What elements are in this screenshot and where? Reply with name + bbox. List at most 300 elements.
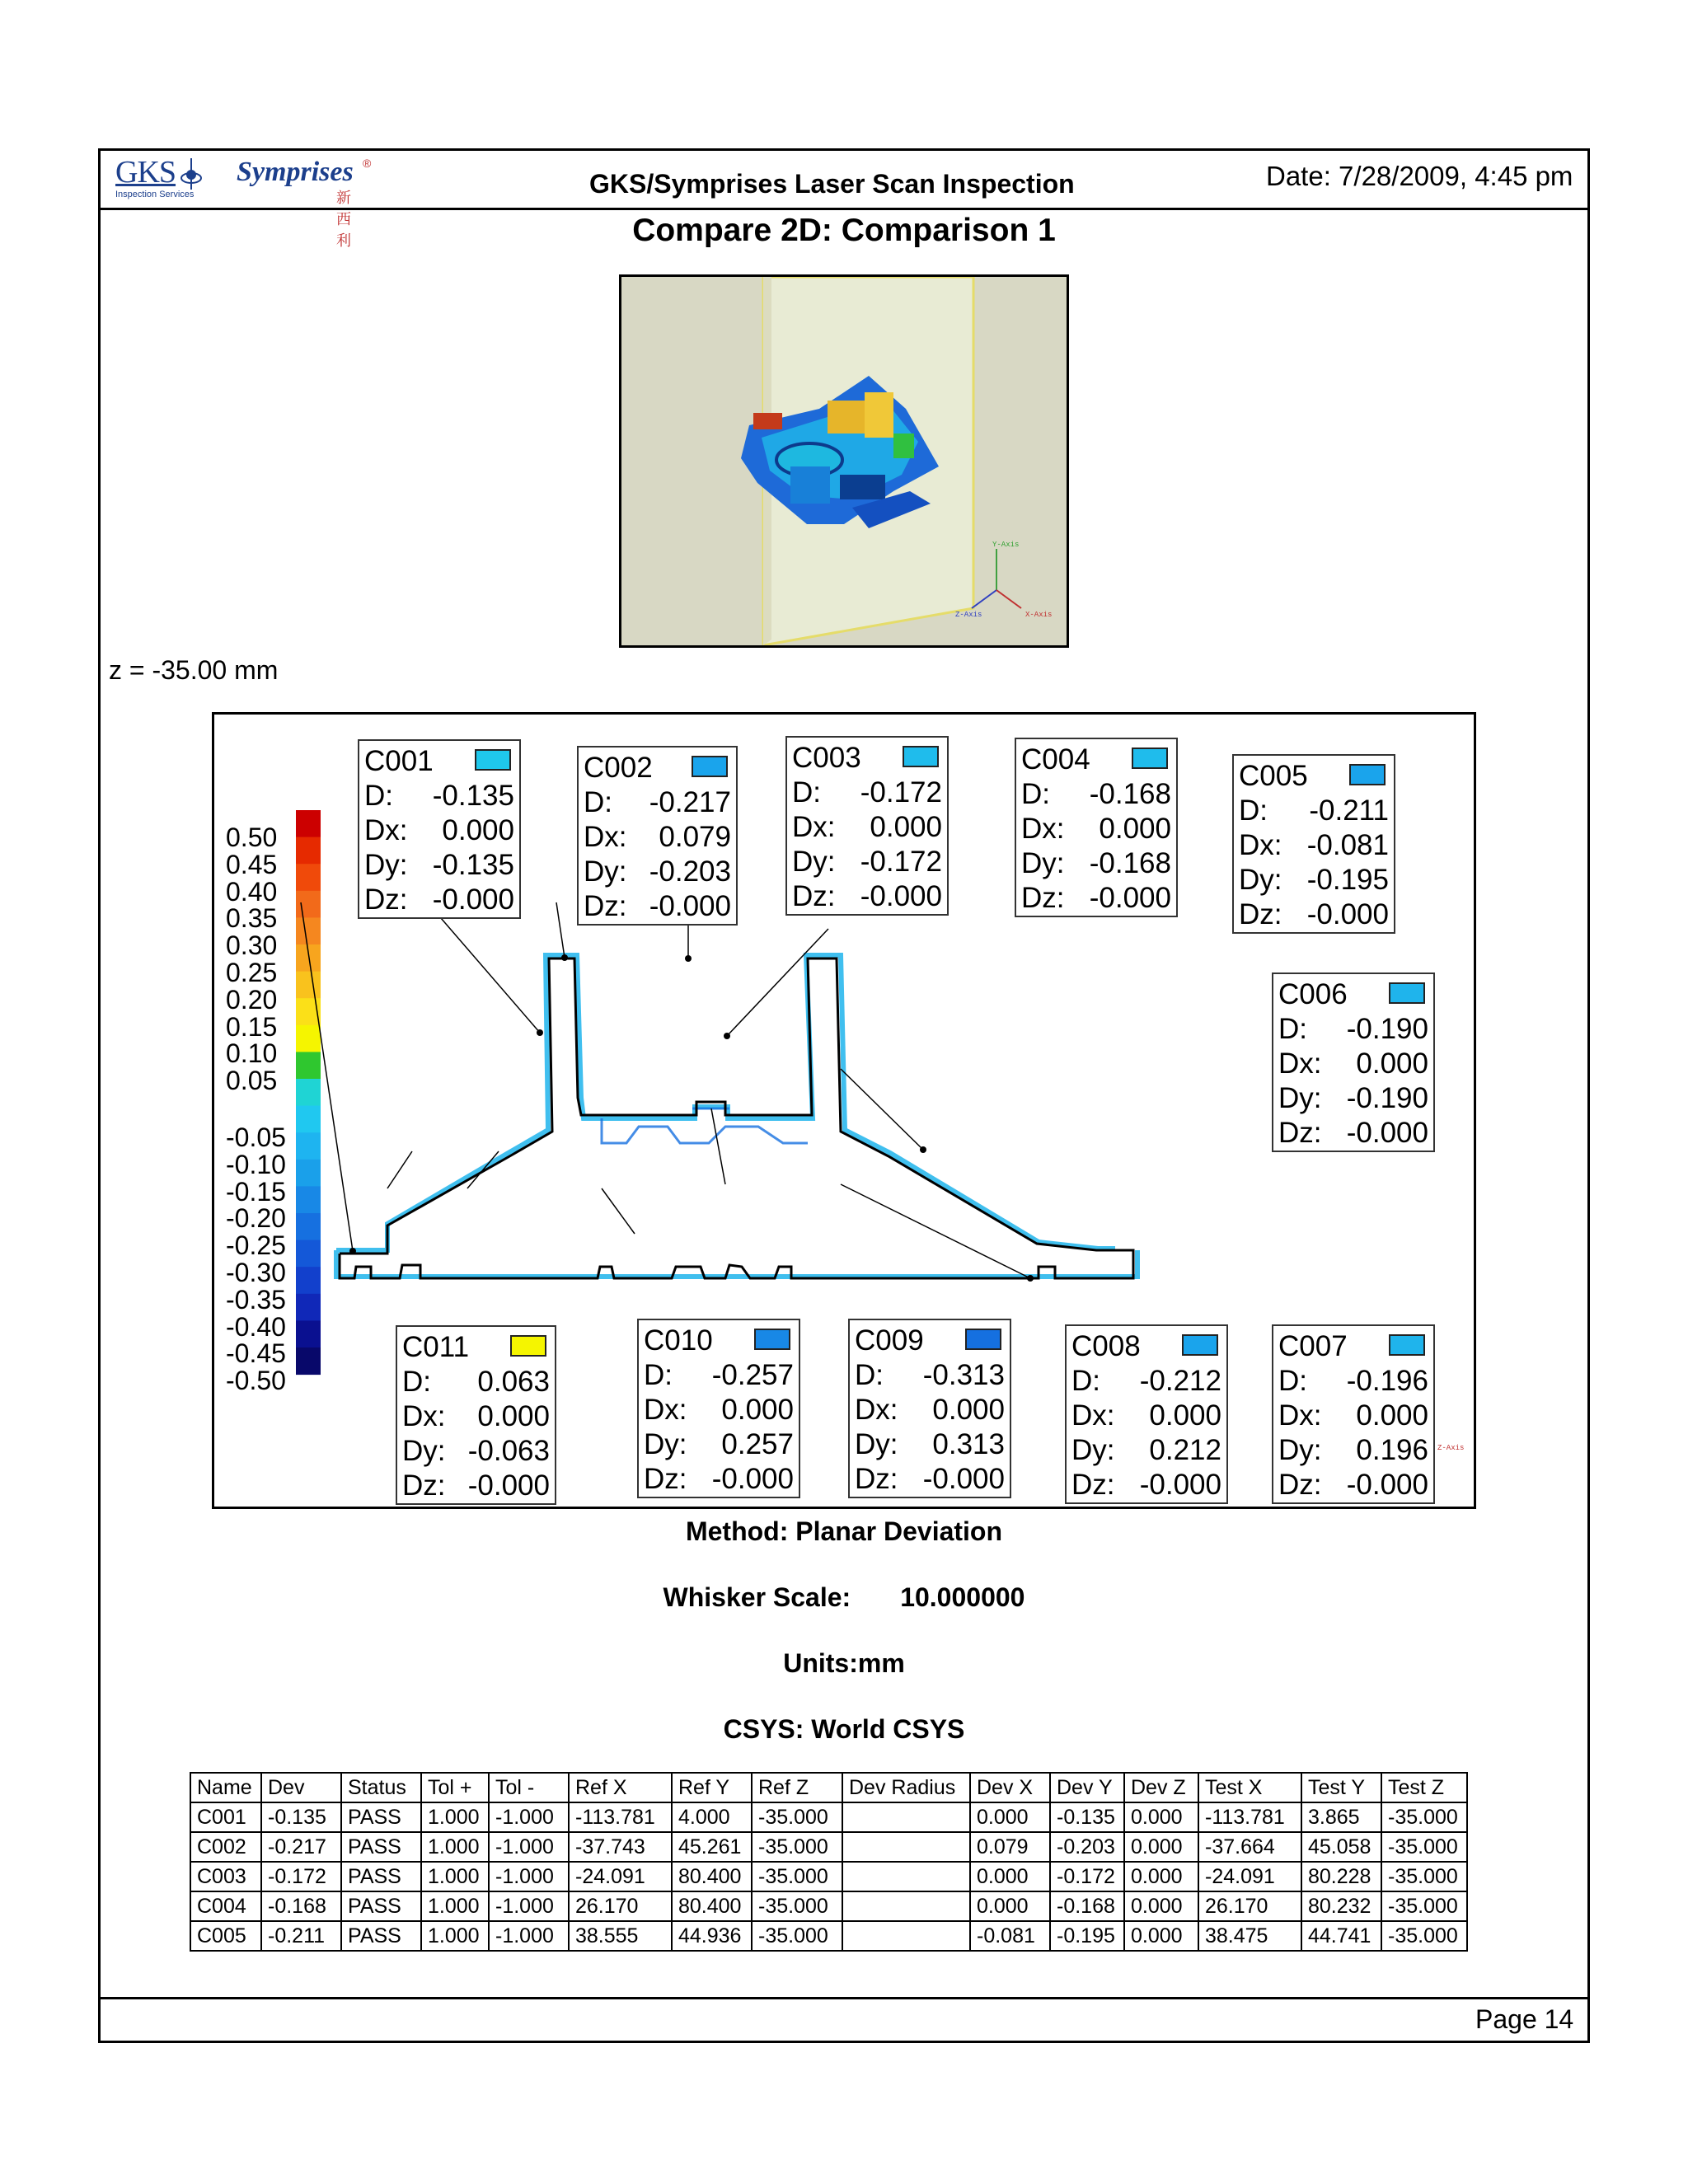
callout-label: D: (402, 1366, 431, 1398)
callout-c004 (1015, 738, 1178, 917)
callout-name: C003 (792, 742, 861, 774)
callout-name: C011 (402, 1331, 470, 1363)
callout-label: Dy: (855, 1428, 898, 1460)
method-label: Method: Planar Deviation (685, 1516, 1003, 1546)
callout-label: Dz: (584, 890, 627, 922)
plot-axis-label: Z-Axis (1437, 1444, 1465, 1452)
callout-row-dx (855, 1393, 1005, 1427)
callout-value: -0.000 (1306, 898, 1389, 930)
color-scale-label: -0.35 (226, 1284, 286, 1315)
header-divider (98, 208, 1590, 210)
callout-label: D: (584, 786, 612, 818)
callout-label: D: (644, 1359, 673, 1391)
table-cell: -37.664 (1198, 1832, 1301, 1862)
callout-value: 0.000 (442, 814, 514, 846)
callout-row-d (1021, 777, 1171, 812)
callout-row-dy (1278, 1081, 1428, 1116)
callout-value: 0.257 (721, 1428, 794, 1460)
table-cell: -35.000 (752, 1802, 842, 1832)
callout-value: 0.000 (1149, 1399, 1221, 1432)
table-cell: 26.170 (569, 1891, 672, 1921)
table-cell: 80.400 (672, 1891, 752, 1921)
color-scale-segment (296, 1320, 321, 1347)
table-cell: 0.000 (1124, 1921, 1198, 1951)
table-cell: PASS (341, 1862, 421, 1891)
callout-row-dy (1239, 863, 1389, 898)
color-scale-label: -0.05 (226, 1122, 286, 1152)
table-cell: 44.741 (1301, 1921, 1381, 1951)
callout-c008 (1065, 1324, 1228, 1504)
callout-color-swatch (510, 1335, 546, 1357)
table-row (190, 1802, 1467, 1832)
logo-symprises: Symprises (237, 157, 354, 187)
table-cell: -1.000 (489, 1891, 569, 1921)
callout-row-d (364, 779, 514, 813)
callout-value: -0.257 (711, 1359, 794, 1391)
table-cell: C001 (190, 1802, 261, 1832)
color-scale-label: 0.20 (226, 984, 278, 1015)
table-cell: 1.000 (421, 1891, 489, 1921)
callout-color-swatch (1389, 982, 1425, 1004)
callout-row-dx (792, 810, 942, 845)
callout-label: Dy: (1278, 1434, 1322, 1466)
callout-row-d (792, 776, 942, 810)
table-header-cell: Tol - (489, 1773, 569, 1802)
company-logo (115, 155, 372, 249)
callout-label: D: (1239, 794, 1268, 827)
callout-row-dz (1278, 1116, 1428, 1151)
callout-row-dz (584, 889, 731, 924)
results-table (190, 1772, 1468, 1952)
callout-value: -0.212 (1139, 1365, 1221, 1397)
table-cell: -35.000 (752, 1832, 842, 1862)
callout-label: D: (364, 780, 393, 812)
callout-row-d (644, 1358, 794, 1393)
table-cell: -113.781 (569, 1802, 672, 1832)
callout-label: Dz: (402, 1469, 446, 1502)
callout-row-dx (644, 1393, 794, 1427)
table-cell: -1.000 (489, 1862, 569, 1891)
table-cell: 0.000 (1124, 1802, 1198, 1832)
logo-gks: GKS (115, 155, 176, 190)
callout-color-swatch (754, 1329, 790, 1350)
logo-symprises-sub: 新西利 (336, 190, 351, 249)
callout-row-dx (402, 1399, 550, 1434)
callout-label: Dx: (1278, 1047, 1322, 1080)
table-cell: 80.400 (672, 1862, 752, 1891)
callout-value: 0.196 (1356, 1434, 1428, 1466)
callout-value: -0.063 (467, 1435, 550, 1467)
color-scale-segment (296, 1052, 321, 1079)
table-cell (842, 1891, 970, 1921)
callout-value: 0.000 (1356, 1399, 1428, 1432)
table-cell: PASS (341, 1921, 421, 1951)
color-scale-segment (296, 864, 321, 891)
callout-label: Dy: (1278, 1082, 1322, 1114)
callout-row-d (1278, 1364, 1428, 1399)
callout-name: C006 (1278, 978, 1348, 1010)
table-cell: -0.168 (1050, 1891, 1124, 1921)
callout-row-dy (792, 845, 942, 879)
callout-label: Dx: (364, 814, 408, 846)
table-header-cell: Tol + (421, 1773, 489, 1802)
callout-row-dx (1071, 1399, 1221, 1433)
callout-row-dz (1071, 1468, 1221, 1502)
callout-row-dz (792, 879, 942, 914)
table-cell: 3.865 (1301, 1802, 1381, 1832)
callout-value: 0.000 (1356, 1047, 1428, 1080)
callout-value: 0.079 (659, 821, 731, 853)
table-body (190, 1802, 1467, 1951)
color-scale-label: -0.50 (226, 1366, 286, 1396)
callout-color-swatch (965, 1329, 1001, 1350)
callout-row-d (1278, 1012, 1428, 1047)
callout-name: C010 (644, 1324, 713, 1357)
table-cell: 1.000 (421, 1832, 489, 1862)
table-header-cell: Test Z (1381, 1773, 1467, 1802)
color-scale-label: 0.30 (226, 930, 278, 961)
table-cell: -24.091 (1198, 1862, 1301, 1891)
table-header-cell: Ref Y (672, 1773, 752, 1802)
callout-row-d (1071, 1364, 1221, 1399)
callout-c002 (577, 746, 738, 926)
callout-label: Dz: (855, 1463, 898, 1495)
table-cell (842, 1862, 970, 1891)
table-cell (842, 1802, 970, 1832)
color-scale-segment (296, 891, 321, 918)
units-label: Units:mm (783, 1648, 905, 1678)
thumb-x-axis-label: X-Axis (1025, 611, 1053, 619)
callout-value: -0.203 (649, 855, 731, 888)
callout-value: -0.196 (1346, 1365, 1428, 1397)
table-cell: -0.081 (970, 1921, 1050, 1951)
table-header-cell: Dev Y (1050, 1773, 1124, 1802)
table-cell: -0.211 (261, 1921, 341, 1951)
table-header-cell: Test X (1198, 1773, 1301, 1802)
table-cell: 0.000 (1124, 1832, 1198, 1862)
callout-name: C007 (1278, 1330, 1348, 1362)
table-cell: 80.232 (1301, 1891, 1381, 1921)
callout-row-d (402, 1365, 550, 1399)
table-cell: -0.172 (1050, 1862, 1124, 1891)
page-number: Page 14 (1475, 2004, 1574, 2034)
callout-row-dy (1278, 1433, 1428, 1468)
color-scale-segment (296, 1132, 321, 1160)
color-scale-label: -0.15 (226, 1176, 286, 1207)
callout-row-dz (402, 1469, 550, 1503)
callout-label: Dx: (644, 1394, 687, 1426)
color-scale-segment (296, 1213, 321, 1240)
table-cell: 4.000 (672, 1802, 752, 1832)
logo-gks-sub: Inspection Services (115, 190, 195, 199)
table-cell: -0.168 (261, 1891, 341, 1921)
color-scale-segment (296, 1025, 321, 1052)
color-scale-segment (296, 1347, 321, 1375)
callout-value: 0.000 (477, 1400, 550, 1432)
table-header-cell: Dev Radius (842, 1773, 970, 1802)
callout-label: Dy: (584, 855, 627, 888)
table-cell: -35.000 (1381, 1891, 1467, 1921)
color-scale-segment (296, 1240, 321, 1268)
table-cell: -1.000 (489, 1802, 569, 1832)
color-scale-segment (296, 1186, 321, 1213)
callout-color-swatch (903, 746, 939, 767)
table-cell: -0.203 (1050, 1832, 1124, 1862)
color-scale-segment (296, 1160, 321, 1187)
callout-value: -0.000 (467, 1469, 550, 1502)
callout-label: Dy: (1239, 864, 1282, 896)
thumb-y-axis-label: Y-Axis (992, 541, 1020, 549)
callout-row-dy (584, 855, 731, 889)
callout-value: 0.000 (721, 1394, 794, 1426)
callout-value: -0.000 (1346, 1117, 1428, 1149)
table-cell: C005 (190, 1921, 261, 1951)
table-cell: C003 (190, 1862, 261, 1891)
callout-row-dz (855, 1462, 1005, 1497)
callout-label: Dx: (1278, 1399, 1322, 1432)
callout-value: -0.000 (860, 880, 942, 912)
callout-value: -0.190 (1346, 1013, 1428, 1045)
callout-value: 0.313 (932, 1428, 1005, 1460)
color-scale-label: -0.40 (226, 1311, 286, 1342)
callout-c011 (396, 1325, 556, 1505)
callout-value: 0.212 (1149, 1434, 1221, 1466)
table-row (190, 1891, 1467, 1921)
table-cell (842, 1832, 970, 1862)
callout-label: Dy: (1071, 1434, 1115, 1466)
callout-value: -0.000 (922, 1463, 1005, 1495)
callout-value: -0.168 (1089, 778, 1171, 810)
color-scale-label: -0.25 (226, 1230, 286, 1261)
table-cell: 1.000 (421, 1862, 489, 1891)
callout-value: -0.217 (649, 786, 731, 818)
table-cell: 1.000 (421, 1802, 489, 1832)
color-scale-segment (296, 837, 321, 865)
model-thumbnail (619, 274, 1069, 648)
callout-label: Dz: (1278, 1117, 1322, 1149)
callout-value: -0.211 (1309, 794, 1389, 827)
callout-name: C008 (1071, 1330, 1141, 1362)
color-scale-segment (296, 1106, 321, 1133)
callout-label: D: (1021, 778, 1050, 810)
callout-row-d (1239, 794, 1389, 828)
color-scale-label: 0.40 (226, 876, 278, 907)
callout-label: Dy: (402, 1435, 446, 1467)
callout-row-dx (1278, 1399, 1428, 1433)
callout-value: 0.063 (477, 1366, 550, 1398)
callout-value: -0.135 (432, 780, 514, 812)
color-scale-label: -0.10 (226, 1149, 286, 1179)
callout-value: 0.000 (932, 1394, 1005, 1426)
callout-value: -0.000 (1139, 1469, 1221, 1501)
table-cell: 38.475 (1198, 1921, 1301, 1951)
callout-color-swatch (1349, 764, 1386, 785)
callout-value: -0.195 (1306, 864, 1389, 896)
callout-row-dz (644, 1462, 794, 1497)
table-cell: -0.135 (261, 1802, 341, 1832)
table-cell: -24.091 (569, 1862, 672, 1891)
callout-label: Dz: (1021, 882, 1065, 914)
callout-row-dx (584, 820, 731, 855)
registered-mark: ® (363, 157, 372, 170)
callout-c005 (1232, 754, 1395, 934)
callout-label: D: (1278, 1365, 1307, 1397)
callout-row-dz (1239, 898, 1389, 932)
callout-name: C009 (855, 1324, 924, 1357)
table-row (190, 1862, 1467, 1891)
color-scale-segment (296, 972, 321, 999)
callout-value: -0.190 (1346, 1082, 1428, 1114)
table-cell: PASS (341, 1802, 421, 1832)
callout-value: -0.135 (432, 849, 514, 881)
callout-color-swatch (1182, 1334, 1218, 1356)
callout-name: C002 (584, 752, 653, 784)
callout-label: Dz: (1278, 1469, 1322, 1501)
footer-divider (98, 1997, 1590, 1999)
table-cell: PASS (341, 1832, 421, 1862)
table-cell: -0.172 (261, 1862, 341, 1891)
callout-row-dy (855, 1427, 1005, 1462)
table-cell: 0.000 (970, 1862, 1050, 1891)
table-cell: 38.555 (569, 1921, 672, 1951)
table-cell: C004 (190, 1891, 261, 1921)
globe-icon (179, 157, 204, 190)
table-cell: C002 (190, 1832, 261, 1862)
callout-label: D: (855, 1359, 884, 1391)
table-header-row (190, 1773, 1467, 1802)
color-scale-label: 0.35 (226, 903, 278, 934)
table-cell: 1.000 (421, 1921, 489, 1951)
callout-row-d (855, 1358, 1005, 1393)
table-cell: -0.135 (1050, 1802, 1124, 1832)
table-cell: -35.000 (752, 1921, 842, 1951)
table-cell: 80.228 (1301, 1862, 1381, 1891)
table-header-cell: Dev X (970, 1773, 1050, 1802)
table-header-cell: Name (190, 1773, 261, 1802)
callout-color-swatch (475, 749, 511, 771)
callout-label: Dy: (364, 849, 408, 881)
callout-value: -0.172 (860, 846, 942, 878)
callout-row-dz (1021, 881, 1171, 916)
callout-value: -0.000 (711, 1463, 794, 1495)
table-row (190, 1921, 1467, 1951)
callout-c010 (637, 1319, 800, 1498)
report-title: GKS/Symprises Laser Scan Inspection (589, 169, 1075, 199)
whisker-scale-value: 10.000000 (900, 1582, 1025, 1612)
table-header-cell: Dev (261, 1773, 341, 1802)
table-header-cell: Ref X (569, 1773, 672, 1802)
color-scale-label: 0.50 (226, 823, 278, 852)
callout-label: Dz: (1071, 1469, 1115, 1501)
color-scale-segment (296, 1267, 321, 1294)
callout-label: Dy: (1021, 847, 1065, 879)
callout-label: Dy: (792, 846, 836, 878)
callout-label: Dy: (644, 1428, 687, 1460)
table-cell: 26.170 (1198, 1891, 1301, 1921)
table-cell: -0.195 (1050, 1921, 1124, 1951)
callout-c003 (785, 736, 949, 916)
table-header-cell: Status (341, 1773, 421, 1802)
callout-row-dx (364, 813, 514, 848)
callout-label: Dz: (792, 880, 836, 912)
thumb-z-axis-label: Z-Axis (955, 611, 982, 619)
table-cell: 44.936 (672, 1921, 752, 1951)
callout-value: -0.000 (432, 883, 514, 916)
table-header-cell: Ref Z (752, 1773, 842, 1802)
table-cell: 0.000 (970, 1891, 1050, 1921)
callout-color-swatch (1389, 1334, 1425, 1356)
table-cell: 45.058 (1301, 1832, 1381, 1862)
callout-row-dx (1278, 1047, 1428, 1081)
color-scale-label: -0.20 (226, 1203, 286, 1234)
callout-row-dy (402, 1434, 550, 1469)
table-cell: -35.000 (1381, 1862, 1467, 1891)
callout-row-d (584, 785, 731, 820)
whisker-scale-label: Whisker Scale: (663, 1582, 851, 1612)
table-cell (842, 1921, 970, 1951)
callout-color-swatch (692, 756, 728, 777)
table-cell: 0.079 (970, 1832, 1050, 1862)
table-cell: -1.000 (489, 1832, 569, 1862)
callout-row-dy (1071, 1433, 1221, 1468)
callout-value: -0.000 (1089, 882, 1171, 914)
callout-name: C001 (364, 745, 434, 777)
report-date: Date: 7/28/2009, 4:45 pm (1266, 161, 1573, 191)
table-cell: 45.261 (672, 1832, 752, 1862)
callout-c009 (848, 1319, 1011, 1498)
callout-value: 0.000 (870, 811, 942, 843)
table-cell: PASS (341, 1891, 421, 1921)
callout-row-dx (1239, 828, 1389, 863)
color-scale-label: -0.45 (226, 1338, 286, 1369)
callout-label: Dx: (1021, 813, 1065, 845)
callout-c006 (1272, 972, 1435, 1152)
callout-color-swatch (1132, 748, 1168, 769)
table-cell: -35.000 (752, 1862, 842, 1891)
callout-label: D: (792, 776, 821, 808)
table-cell: -35.000 (752, 1891, 842, 1921)
callout-row-dy (364, 848, 514, 883)
page-title: Compare 2D: Comparison 1 (632, 213, 1056, 248)
color-scale-label: 0.25 (226, 958, 278, 987)
callout-name: C004 (1021, 743, 1090, 776)
color-scale-label: 0.05 (226, 1066, 278, 1096)
callout-value: -0.313 (922, 1359, 1005, 1391)
table-cell: 0.000 (970, 1802, 1050, 1832)
color-scale-label: 0.10 (226, 1038, 278, 1069)
callout-row-dy (1021, 846, 1171, 881)
table-header-cell: Dev Z (1124, 1773, 1198, 1802)
table-cell: -35.000 (1381, 1921, 1467, 1951)
callout-label: D: (1278, 1013, 1307, 1045)
table-cell: -35.000 (1381, 1802, 1467, 1832)
callout-label: Dx: (1239, 829, 1282, 861)
color-scale-segment (296, 810, 321, 837)
callout-label: Dx: (1071, 1399, 1115, 1432)
color-scale-label: -0.30 (226, 1258, 286, 1287)
table-cell: -113.781 (1198, 1802, 1301, 1832)
color-scale-segment (296, 1294, 321, 1321)
callout-label: D: (1071, 1365, 1100, 1397)
callout-row-dz (364, 883, 514, 917)
callout-value: -0.000 (1346, 1469, 1428, 1501)
table-cell: -35.000 (1381, 1832, 1467, 1862)
callout-name: C005 (1239, 760, 1308, 792)
callout-label: Dz: (1239, 898, 1282, 930)
whisker-scale-line (0, 1582, 1688, 1613)
callout-value: -0.000 (649, 890, 731, 922)
color-scale-bar (296, 810, 321, 1375)
